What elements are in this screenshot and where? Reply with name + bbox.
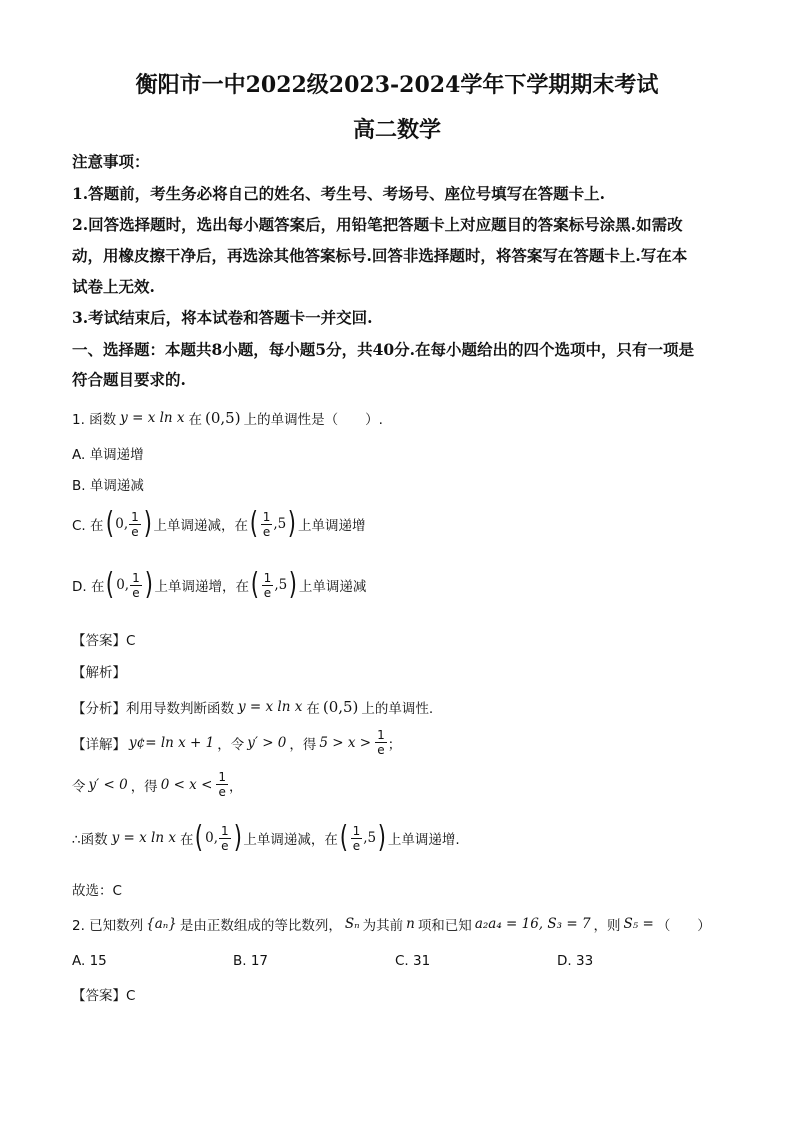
q1-function: y = x ln x — [120, 410, 185, 426]
exam-subtitle: 高二数学 — [352, 117, 441, 143]
q2-answer: 【答案】C — [72, 988, 136, 1004]
notice-item-2-line-3: 试卷上无效. — [72, 277, 155, 296]
notice-item-3: 3.考试结束后，将本试卷和答题卡一并交回. — [72, 308, 373, 327]
q2-option-b: B. 17 — [233, 953, 269, 969]
q1-mid: 在 — [188, 412, 203, 428]
q1-fenxi: 【分析】利用导数判断函数 y = x ln x 在 (0,5) 上的单调性. — [72, 698, 434, 717]
q1-xiangjie: 【详解】 y¢= ln x + 1 ，令 y′ > 0 ，得 5 > x > $\frac{1}{e}$ ； — [72, 728, 402, 757]
q2-option-c: C. 31 — [395, 953, 431, 969]
q1-analysis-label: 【解析】 — [72, 665, 126, 681]
q1-option-a: A. 单调递增 — [72, 447, 144, 463]
question-1-stem — [72, 408, 383, 428]
q1-guxuan: 故选：C — [72, 883, 122, 899]
q1-interval: (0,5) — [205, 409, 241, 427]
q1-answer: 【答案】C — [72, 633, 136, 649]
q1-prefix: 1. 函数 — [72, 412, 117, 428]
q1-suffix: 上的单调性是（ ）. — [243, 412, 383, 428]
section-1-line-1: 一、选择题：本题共8小题，每小题5分，共40分.在每小题给出的四个选项中，只有一项是 — [72, 340, 695, 359]
section-1-line-2: 符合题目要求的. — [72, 370, 186, 389]
notice-heading: 注意事项： — [72, 152, 150, 171]
q2-option-d: D. 33 — [557, 953, 594, 969]
question-2-stem: 2. 已知数列 {aₙ} 是由正数组成的等比数列， Sₙ 为其前 n 项和已知 a₂a₄ = 16, S₃ = 7 ，则 S₅ = （ ） — [72, 916, 711, 934]
q1-ling2: 令 y′ < 0 ，得 0 < x < $\frac{1}{e}$ ， — [72, 770, 243, 799]
notice-item-2-line-2: 动，用橡皮擦干净后，再选涂其他答案标号.回答非选择题时，将答案写在答题卡上.写在本 — [72, 246, 688, 265]
q1-conclusion: ∴函数 y = x ln x 在 ( 0, $\frac{1}{e}$ ) 上单调递减，在 ( $\frac{1}{e}$ ,5 ) 上单调递增. — [72, 820, 460, 855]
q2-option-a: A. 15 — [72, 953, 107, 969]
notice-item-1: 1.答题前，考生务必将自己的姓名、考生号、考场号、座位号填写在答题卡上. — [72, 184, 606, 203]
q1-option-c: C. 在 ( 0, $\frac{1}{e}$ ) 上单调递减，在 ( $\frac{1}{e}$ ,5 ) 上单调递增 — [72, 506, 366, 541]
exam-title: 衡阳市一中2022级2023-2024学年下学期期末考试 — [135, 72, 659, 98]
q1-option-b: B. 单调递减 — [72, 478, 144, 494]
notice-item-2-line-1: 2.回答选择题时，选出每小题答案后，用铅笔把答题卡上对应题目的答案标号涂黑.如需改 — [72, 215, 683, 234]
q1-option-d: D. 在 ( 0, $\frac{1}{e}$ ) 上单调递增，在 ( $\frac{1}{e}$ ,5 ) 上单调递减 — [72, 567, 367, 602]
